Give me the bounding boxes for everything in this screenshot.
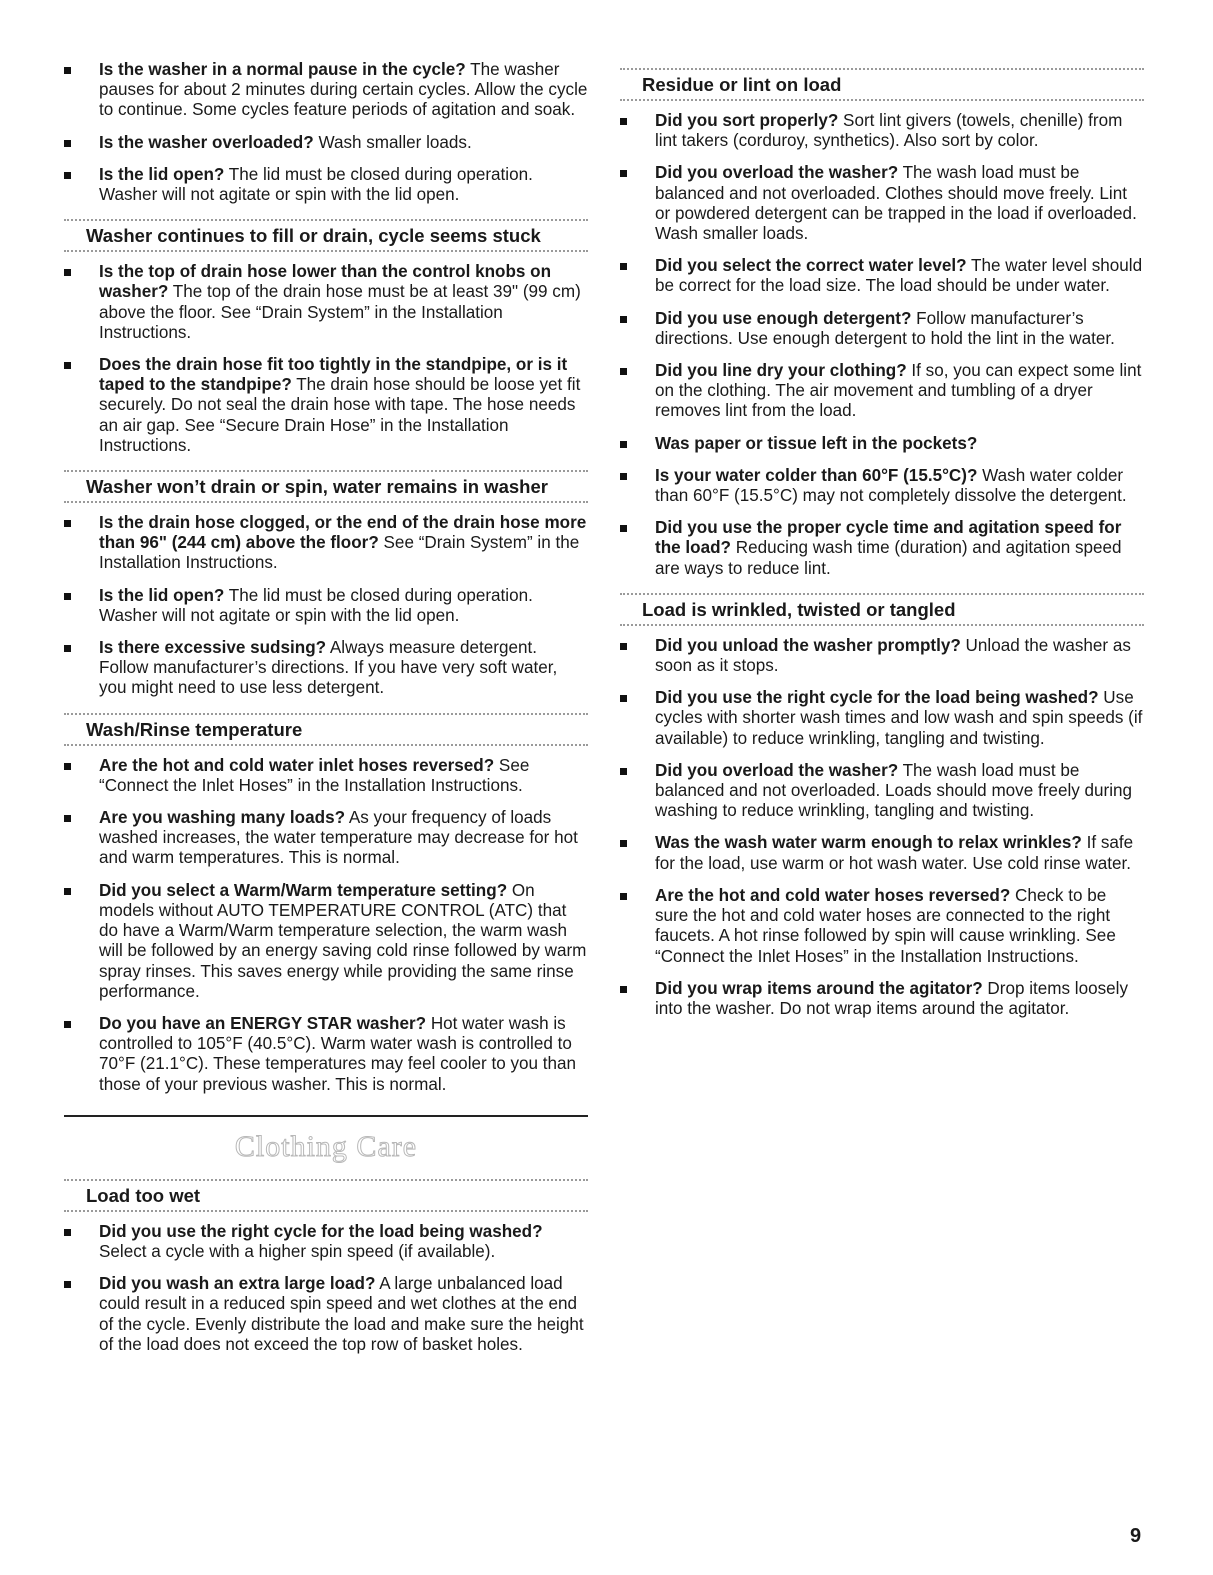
list-item: Is the lid open? The lid must be closed during operation. Washer will not agitate or spin with the lid open. <box>64 165 588 205</box>
dotted-divider <box>64 250 588 252</box>
list-item: Did you use the right cycle for the load being washed? Use cycles with shorter wash times and low wash and spin speeds (if available) to reduce wrinkling, tangling and twisting. <box>620 688 1144 749</box>
bullet-icon <box>64 67 71 74</box>
right-column <box>620 60 1144 1031</box>
dotted-divider <box>64 744 588 746</box>
section-wont-drain <box>64 470 588 503</box>
list-item: Did you wash an extra large load? A large unbalanced load could result in a reduced spin speed and wet clothes at the end of the cycle. Evenly distribute the load and make sure the height of the load does not exceed the top row of basket holes. <box>64 1274 588 1355</box>
bullet-icon <box>64 645 71 652</box>
intro-list <box>64 60 588 205</box>
bullet-icon <box>64 888 71 895</box>
list-item: Did you line dry your clothing? If so, you can expect some lint on the clothing. The air movement and tumbling of a dryer removes lint from the load. <box>620 361 1144 422</box>
list-item: Did you unload the washer promptly? Unload the washer as soon as it stops. <box>620 636 1144 676</box>
list-item: Did you wrap items around the agitator? Drop items loosely into the washer. Do not wrap items around the agitator. <box>620 979 1144 1019</box>
bullet-icon <box>64 172 71 179</box>
section-heading: Washer won’t drain or spin, water remains in washer <box>86 476 548 498</box>
list-item: Do you have an ENERGY STAR washer? Hot water wash is controlled to 105°F (40.5°C). Warm water wash is controlled to 70°F (21.1°C). These temperatures may feel cooler to you than those of your previous washer. This is normal. <box>64 1014 588 1095</box>
bullet-icon <box>620 525 627 532</box>
section-heading: Wash/Rinse temperature <box>86 718 303 740</box>
section-heading: Residue or lint on load <box>642 74 842 95</box>
list-item: Is your water colder than 60°F (15.5°C)? Wash water colder than 60°F (15.5°C) may not completely dissolve the detergent. <box>620 466 1144 506</box>
bullet-icon <box>620 118 627 125</box>
section-heading: Washer continues to fill or drain, cycle seems stuck <box>86 225 541 247</box>
bullet-icon <box>64 140 71 147</box>
list-item: Did you use enough detergent? Follow manufacturer’s directions. Use enough detergent to hold the lint in the water. <box>620 309 1144 349</box>
bullet-icon <box>620 368 627 375</box>
list-item: Did you use the right cycle for the load being washed? Select a cycle with a higher spin speed (if available). <box>64 1222 588 1262</box>
bullet-icon <box>620 893 627 900</box>
clothing-care-title: Clothing Care <box>234 1129 418 1163</box>
bullet-icon <box>620 441 627 448</box>
page-number: 9 <box>1130 1525 1142 1547</box>
list-item: Is the drain hose clogged, or the end of the drain hose more than 96" (244 cm) above the floor? See “Drain System” in the Installation Instructions. <box>64 513 588 574</box>
section-load-too-wet <box>64 1179 588 1212</box>
bullet-icon <box>64 815 71 822</box>
list-item: Is the lid open? The lid must be closed during operation. Washer will not agitate or spin with the lid open. <box>64 586 588 626</box>
section-heading: Load is wrinkled, twisted or tangled <box>642 598 956 620</box>
bullet-icon <box>620 316 627 323</box>
section-wash-rinse-temperature <box>64 713 588 746</box>
bullet-icon <box>64 763 71 770</box>
bullet-icon <box>64 1281 71 1288</box>
section-wrinkled-twisted <box>620 593 1144 626</box>
section-heading: Load too wet <box>86 1184 201 1206</box>
dotted-divider <box>620 624 1144 626</box>
bullet-icon <box>620 768 627 775</box>
list-item: Are you washing many loads? As your frequency of loads washed increases, the water temperature may decrease for hot and warm temperatures. This is normal. <box>64 808 588 869</box>
list-item: Did you select the correct water level? The water level should be correct for the load size. The load should be under water. <box>620 256 1144 296</box>
list-item: Did you select a Warm/Warm temperature setting? On models without AUTO TEMPERATURE CONTROL (ATC) that do have a Warm/Warm temperature selection, the warm wash will be followed by an energy saving cold rinse followed by warm spray rinses. This saves energy while providing the same rinse performance. <box>64 881 588 1002</box>
list-item: Is the washer overloaded? Wash smaller loads. <box>64 133 588 153</box>
list-item: Is there excessive sudsing? Always measure detergent. Follow manufacturer’s directions. If you have very soft water, you might need to use less detergent. <box>64 638 588 699</box>
bullet-icon <box>64 520 71 527</box>
bullet-icon <box>64 593 71 600</box>
bullet-icon <box>64 1021 71 1028</box>
list-item: Was paper or tissue left in the pockets? <box>620 434 1144 454</box>
bullet-icon <box>620 263 627 270</box>
bullet-icon <box>620 986 627 993</box>
bullet-icon <box>620 170 627 177</box>
bullet-icon <box>64 1229 71 1236</box>
left-column <box>64 60 588 1367</box>
list-item: Are the hot and cold water hoses reversed? Check to be sure the hot and cold water hoses are connected to the right faucets. A hot rinse followed by spin will cause wrinkling. See “Connect the Inlet Hoses” in the Installation Instructions. <box>620 886 1144 967</box>
dotted-divider <box>64 1210 588 1212</box>
dotted-divider <box>64 501 588 503</box>
list-item: Are the hot and cold water inlet hoses reversed? See “Connect the Inlet Hoses” in the Installation Instructions. <box>64 756 588 796</box>
list-item: Was the wash water warm enough to relax wrinkles? If safe for the load, use warm or hot wash water. Use cold rinse water. <box>620 833 1144 873</box>
list-item: Did you overload the washer? The wash load must be balanced and not overloaded. Clothes should move freely. Lint or powdered detergent can be trapped in the load if overloaded. Wash smaller loads. <box>620 163 1144 244</box>
bullet-icon <box>620 840 627 847</box>
bullet-icon <box>620 473 627 480</box>
section-residue-lint <box>620 68 1144 101</box>
list-item: Did you sort properly? Sort lint givers (towels, chenille) from lint takers (corduroy, synthetics). Also sort by color. <box>620 111 1144 151</box>
list-item: Is the washer in a normal pause in the cycle? The washer pauses for about 2 minutes during certain cycles. Allow the cycle to continue. Some cycles feature periods of agitation and soak. <box>64 60 588 121</box>
list-item: Did you overload the washer? The wash load must be balanced and not overloaded. Loads should move freely during washing to reduce wrinkling, tangling and twisting. <box>620 761 1144 822</box>
bullet-icon <box>64 269 71 276</box>
list-item: Does the drain hose fit too tightly in the standpipe, or is it taped to the standpipe? The drain hose should be loose yet fit securely. Do not seal the drain hose with tape. The hose needs an air gap. See “Secure Drain Hose” in the Installation Instructions. <box>64 355 588 456</box>
bullet-icon <box>620 695 627 702</box>
list-item: Did you use the proper cycle time and agitation speed for the load? Reducing wash time (duration) and agitation speed are ways to reduce lint. <box>620 518 1144 579</box>
chapter-divider <box>64 1115 588 1117</box>
bullet-icon <box>620 643 627 650</box>
list-item: Is the top of drain hose lower than the control knobs on washer? The top of the drain hose must be at least 39" (99 cm) above the floor. See “Drain System” in the Installation Instructions. <box>64 262 588 343</box>
section-fill-drain-stuck <box>64 219 588 252</box>
dotted-divider <box>620 99 1144 101</box>
bullet-icon <box>64 362 71 369</box>
